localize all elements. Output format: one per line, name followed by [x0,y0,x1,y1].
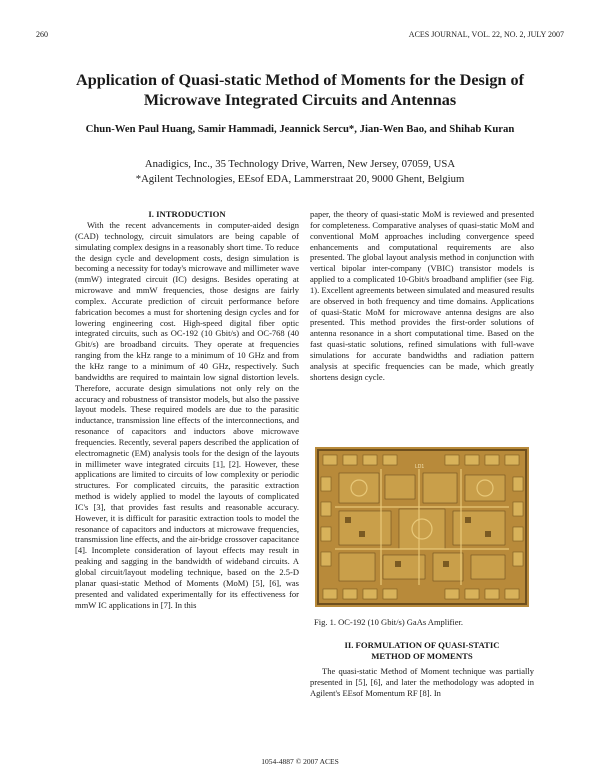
running-header: ACES JOURNAL, VOL. 22, NO. 2, JULY 2007 [408,30,564,39]
affiliation-2: *Agilent Technologies, EEsof EDA, Lammerstraat 20, 9000 Ghent, Belgium [135,172,465,185]
introduction-paragraph: With the recent advancements in computer-aided design (CAD) technology, circuit simulators are being capable of simulating complex designs in a reasonably short time. To reduce the design cycle and development costs, design simulation is becoming a necessity for today's microwave and millimeter wave (mmW) integrated circuit (IC) designs. Besides operating at microwave and mmW frequencies, those designs are fairly complex. Accurate prediction of circuit performance before fabrication becomes a must for shortening design cycles and for lowering engineering cost. High-speed digital fiber optic integrated circuits, such as OC-192 (10 Gbit/s) and OC-768 (40 Gbit/s) are broadband circuits. They operate at frequencies ranging from the kHz range to a minimum of 10 GHz and from the kHz range to a minimum of 40 GHz, respectively. Such bandwidths are required to maintain low signal distortion levels. Therefore, accurate design simulations not only rely on the accuracy and robustness of transistor models, but also the passive layout models. These required models are due to the parasitic inductance, transmission line effects of the interconnections, and resonance of capacitors and inductors above microwave frequencies. Recently, several papers described the application of electromagnetic (EM) analysis tools for the design of the layouts in millimeter wave integrated circuits [1], [2]. However, these applications are limited to circuits of low complexity or periodic structures. For complicated circuits, the parasitic extraction method is widely applied to model the layouts of complicated IC's [3], that provides fast results and reasonable accuracy. However, it is difficult for parasitic extraction tools to model the resonance of capacitors and inductors at microwave frequencies, transmission line effects, and the air-bridge crossover capacitance [4]. Incomplete consideration of layout effects may result in peaking and sagging in the bandwidth of wideband circuits. A global circuit/layout modeling technique, based on the 2.5-D planar quasi-static Method of Moments (MoM) [5], [6], was presented and validated experimentally for its effectiveness for mmW IC applications in [7]. In this [75,220,299,610]
paper-title: Application of Quasi-static Method of Moments for the Design of Microwave Integrated Circuits and Antennas [76,71,524,109]
section-heading-introduction: I. INTRODUCTION [148,209,226,219]
left-column [75,209,299,610]
chip-label: LD1 [415,464,425,470]
page-number: 260 [36,30,48,39]
section-heading-formulation-line-2: METHOD OF MOMENTS [371,651,473,661]
figure-1-chip-photo [315,447,529,607]
affiliations [60,157,540,186]
right-column [310,209,534,383]
copyright-footer: 1054-4887 © 2007 ACES [261,757,339,766]
section-heading-formulation-line-1: II. FORMULATION OF QUASI-STATIC [344,640,500,650]
author-list: Chun-Wen Paul Huang, Samir Hammadi, Jeannick Sercu*, Jian-Wen Bao, and Shihab Kuran [85,123,515,135]
introduction-continued-paragraph: paper, the theory of quasi-static MoM is reviewed and presented for completeness. Comparative analyses of quasi-static MoM and conventional MoM approaches including convergence speed enhancements and computational requirements are also presented. The global layout analysis method in conjunction with vertical bipolar inter-company (VBIC) transistor models is applied to a complicated 10-Gbit/s broadband amplifier (see Fig. 1). Excellent agreements between simulated and measured results are observed in both frequency and time domains. Applications of quasi-Static MoM for microwave antenna designs are also presented. This method provides the first-order solutions of antenna resonance in a short computational time. Based on the fast quasi-static solutions, refined simulations with full-wave simulations for accurate bandwidths and radiation pattern analysis at specific frequencies can be made, which greatly shortens design cycle. [310,209,534,382]
figure-1-caption: Fig. 1. OC-192 (10 Gbit/s) GaAs Amplifier. [314,617,463,627]
formulation-paragraph: The quasi-static Method of Moment technique was partially presented in [5], [6], and later the methodology was adopted in Agilent's EEsof Momentum RF [8]. In [310,666,534,698]
section-heading-formulation [310,640,534,662]
affiliation-1: Anadigics, Inc., 35 Technology Drive, Warren, New Jersey, 07059, USA [144,158,456,170]
chip-layout-image [315,447,529,607]
section-2 [310,640,534,699]
